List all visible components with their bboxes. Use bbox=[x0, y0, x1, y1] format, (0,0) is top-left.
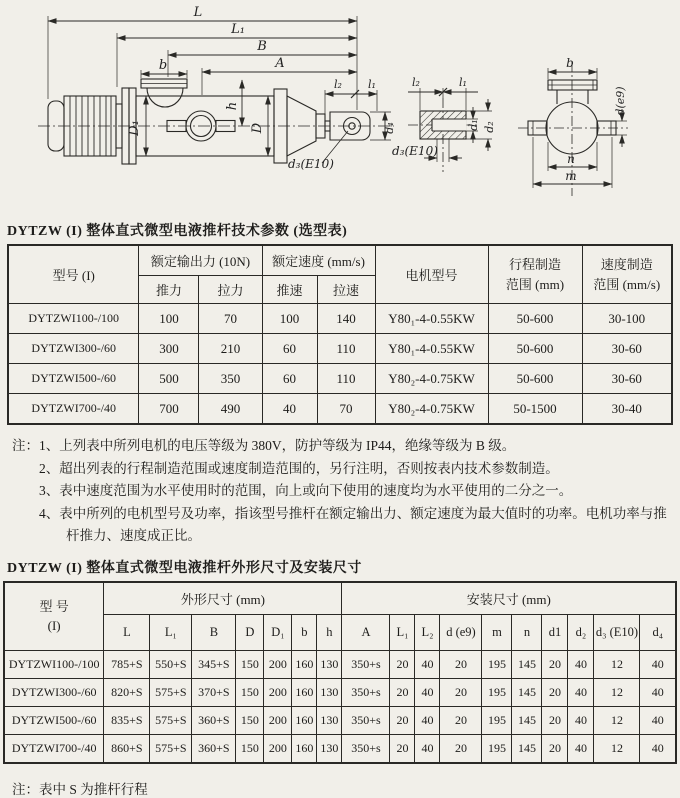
dim-label-sec-d1: d₁ bbox=[467, 119, 480, 131]
col-header-push-speed: 推速 bbox=[262, 276, 317, 304]
dim-label-l1: l₁ bbox=[368, 78, 376, 91]
col-header-model2: 型 号 (I) bbox=[4, 582, 104, 651]
col-L1b: L₁ bbox=[390, 614, 415, 650]
end-view bbox=[518, 56, 628, 196]
dim-label-end-m: m bbox=[565, 169, 577, 183]
col-header-rated-speed: 额定速度 (mm/s) bbox=[262, 245, 375, 276]
dim-label-end-de9: d(e9) bbox=[614, 86, 627, 116]
dim-label-end-n: n bbox=[567, 152, 575, 166]
spec-table bbox=[7, 244, 673, 425]
col-L: L bbox=[104, 614, 150, 650]
dimension-table-title: DYTZW (I) 整体直式微型电液推杆外形尺寸及安装尺寸 bbox=[7, 560, 362, 576]
dim-label-L1: L₁ bbox=[231, 22, 245, 37]
dimension-table bbox=[3, 581, 677, 764]
col-d3E10: d₃ (E10) bbox=[594, 614, 640, 650]
col-A: A bbox=[342, 614, 390, 650]
notes-block bbox=[12, 435, 670, 548]
col-header-speed-range: 速度制造 范围 (mm/s) bbox=[582, 245, 672, 304]
table-row: DYTZWI700-/40 860+S 575+S 360+S 150 200 160 130 350+s 20 40 20 195 145 20 40 12 40 bbox=[4, 734, 676, 763]
col-d4: d₄ bbox=[640, 614, 676, 650]
table-row: DYTZWI500-/60 500 350 60 110 Y80₂-4-0.75KW 50-600 30-60 bbox=[8, 364, 672, 394]
section-view bbox=[392, 76, 496, 172]
dim-label-l2: l₂ bbox=[334, 78, 342, 91]
col-header-model: 型号 (I) bbox=[8, 245, 139, 304]
col-group-outline: 外形尺寸 (mm) bbox=[104, 582, 342, 615]
col-group-install: 安装尺寸 (mm) bbox=[342, 582, 676, 615]
dim-label-sec-d2: d₂ bbox=[483, 121, 496, 133]
technical-drawing-svg bbox=[0, 0, 680, 216]
col-d1: d1 bbox=[542, 614, 568, 650]
dim-label-sec-d3e10: d₃(E10) bbox=[392, 144, 438, 158]
col-header-output-force: 额定输出力 (10N) bbox=[139, 245, 262, 276]
col-D1: D₁ bbox=[264, 614, 292, 650]
table-row: DYTZWI100-/100 785+S 550+S 345+S 150 200 160 130 350+s 20 40 20 195 145 20 40 12 40 bbox=[4, 650, 676, 678]
dim-label-b: b bbox=[158, 58, 168, 73]
footer-note: 注：表中 S 为推杆行程 bbox=[12, 781, 148, 797]
col-header-push-force: 推力 bbox=[139, 276, 199, 304]
port-dome bbox=[147, 88, 183, 107]
table-row: DYTZWI500-/60 835+S 575+S 360+S 150 200 160 130 350+s 20 40 20 195 145 20 40 12 40 bbox=[4, 706, 676, 734]
table-row: DYTZWI700-/40 700 490 40 70 Y80₂-4-0.75KW 50-1500 30-40 bbox=[8, 394, 672, 425]
dim-label-sec-l1: l₁ bbox=[459, 76, 467, 89]
spec-table-title: DYTZW (I) 整体直式微型电液推杆技术参数 (选型表) bbox=[7, 224, 348, 239]
side-view bbox=[38, 5, 396, 171]
note-item-2: 2、超出列表的行程制造范围或速度制造范围的，另行注明，否则按表内技术参数制造。 bbox=[39, 460, 559, 476]
dim-label-end-b: b bbox=[566, 56, 574, 70]
table-row: DYTZWI300-/60 300 210 60 110 Y80₁-4-0.55KW 50-600 30-60 bbox=[8, 334, 672, 364]
dim-label-h: h bbox=[225, 101, 240, 111]
col-D: D bbox=[236, 614, 264, 650]
dim-label-sec-l2: l₂ bbox=[412, 76, 420, 89]
technical-drawing-area bbox=[0, 0, 680, 216]
col-header-stroke-range: 行程制造 范围 (mm) bbox=[488, 245, 582, 304]
col-n: n bbox=[512, 614, 542, 650]
col-header-pull-force: 拉力 bbox=[199, 276, 262, 304]
dim-label-d4: d₄ bbox=[383, 122, 396, 134]
dim-label-L: L bbox=[193, 5, 203, 20]
dim-label-B: B bbox=[257, 39, 267, 54]
note-item-3: 3、表中速度范围为水平使用时的范围，向上或向下使用的速度均为水平使用的二分之一。 bbox=[39, 483, 573, 499]
col-L1: L₁ bbox=[150, 614, 192, 650]
col-L2: L₂ bbox=[415, 614, 440, 650]
notes-label: 注： bbox=[12, 438, 39, 453]
col-header-motor-model: 电机型号 bbox=[375, 245, 488, 304]
col-B: B bbox=[192, 614, 236, 650]
dim-label-d3e10: d₃(E10) bbox=[288, 157, 334, 171]
note-item-1: 1、上列表中所列电机的电压等级为 380V，防护等级为 IP44，绝缘等级为 B 级。 bbox=[39, 438, 516, 453]
col-header-pull-speed: 拉速 bbox=[317, 276, 375, 304]
table-row: DYTZWI100-/100 100 70 100 140 Y80₁-4-0.55KW 50-600 30-100 bbox=[8, 304, 672, 334]
col-de9: d (e9) bbox=[440, 614, 482, 650]
table-row: DYTZWI300-/60 820+S 575+S 370+S 150 200 160 130 350+s 20 40 20 195 145 20 40 12 40 bbox=[4, 678, 676, 706]
dim-label-A: A bbox=[275, 56, 285, 71]
col-d2: d₂ bbox=[568, 614, 594, 650]
col-h: h bbox=[317, 614, 342, 650]
dim-label-D1: D₁ bbox=[127, 120, 142, 136]
note-item-4: 4、表中所列的电机型号及功率，指该型号推杆在额定输出力、额定速度为最大值时的功率。电机功率与推杆推力、速度成正比。 bbox=[39, 505, 667, 544]
dimension-lines bbox=[48, 21, 385, 163]
col-b: b bbox=[292, 614, 317, 650]
col-m: m bbox=[482, 614, 512, 650]
dim-label-D: D bbox=[250, 122, 265, 134]
